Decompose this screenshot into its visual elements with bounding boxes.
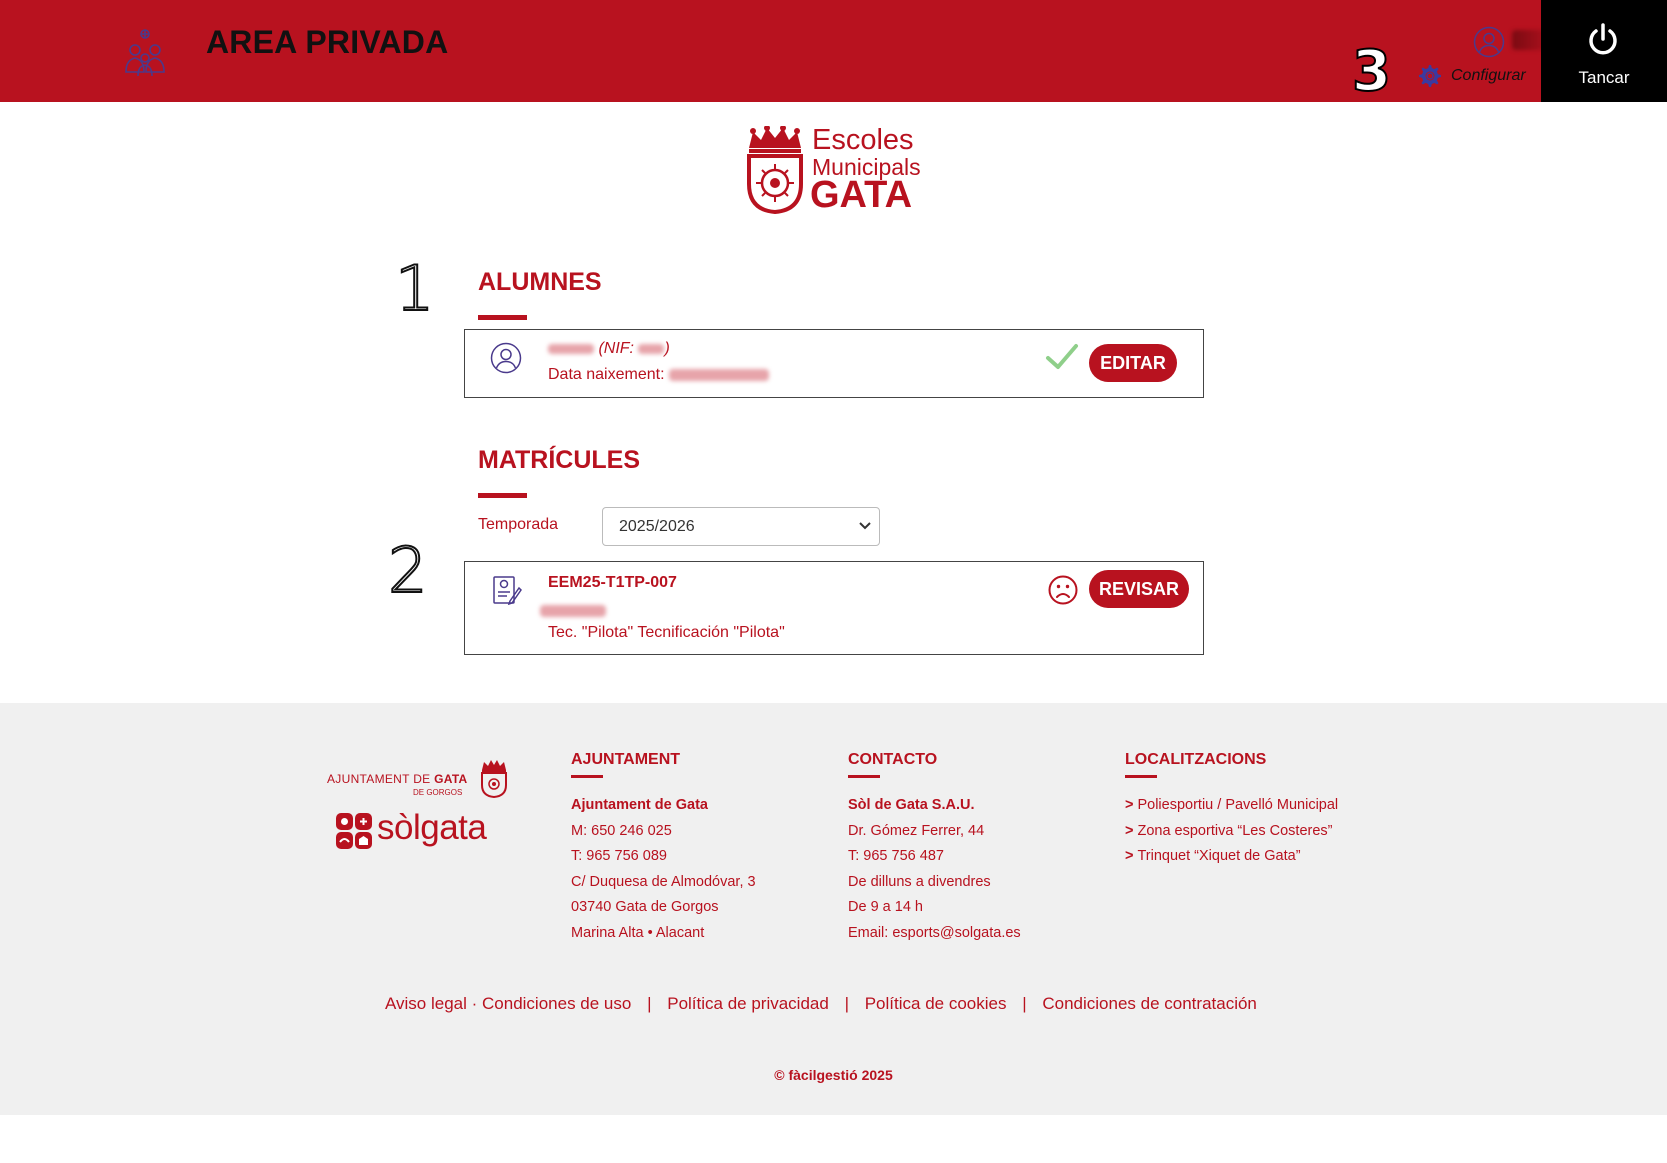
footer-ajuntament-line: M: 650 246 025	[571, 822, 672, 839]
student-name-redacted	[548, 344, 594, 354]
footer-ajuntament-line: 03740 Gata de Gorgos	[571, 899, 719, 915]
footer-heading-underline	[1125, 775, 1157, 778]
gata-crest-icon	[745, 126, 805, 214]
arrow-icon: >	[1125, 797, 1134, 813]
footer-contacto-line: De dilluns a divendres	[848, 873, 991, 890]
enrollments-section-title: MATRÍCULES	[478, 446, 641, 474]
legal-link-cookies[interactable]: Política de cookies	[864, 994, 1007, 1013]
footer-contacto-line: Sòl de Gata S.A.U.	[848, 797, 975, 813]
chevron-down-icon	[859, 521, 871, 531]
ajuntament-logo-text	[327, 772, 468, 786]
footer-location-link[interactable]	[1125, 793, 1338, 819]
footer-heading-underline	[571, 775, 603, 778]
copyright: © fàcilgestió 2025	[774, 1067, 893, 1083]
check-icon	[1045, 342, 1079, 372]
sad-face-icon	[1047, 574, 1079, 606]
footer-location-label: Poliesportiu / Pavelló Municipal	[1137, 797, 1339, 813]
student-nif-close: )	[664, 340, 670, 357]
footer-contacto-email[interactable]: Email: esports@solgata.es	[848, 924, 1021, 941]
birth-date-redacted	[669, 369, 769, 381]
footer-heading-contacto: CONTACTO	[848, 751, 938, 768]
student-birth-date	[548, 366, 769, 384]
ajuntament-gata-logo	[327, 758, 509, 798]
legal-link-contratacion[interactable]: Condiciones de contratación	[1042, 994, 1257, 1013]
footer-legal-links	[385, 994, 1257, 1014]
configure-button[interactable]	[1415, 62, 1526, 90]
escoles-municipals-logo	[745, 126, 925, 214]
ajuntament-logo-prefix: AJUNTAMENT DE	[327, 772, 435, 786]
footer-contacto-line: T: 965 756 487	[848, 848, 944, 864]
solgata-grid-icon	[335, 812, 373, 850]
legal-separator: |	[647, 994, 652, 1013]
edit-student-button[interactable]: EDITAR	[1089, 344, 1177, 382]
students-group-icon	[123, 28, 167, 78]
gear-icon	[1415, 62, 1443, 90]
legal-link-aviso[interactable]: Aviso legal · Condiciones de uso	[385, 994, 632, 1013]
footer-location-link[interactable]	[1125, 819, 1338, 845]
enrollment-redacted-text	[540, 605, 606, 617]
logout-button[interactable]	[1541, 0, 1667, 102]
student-avatar-icon	[490, 342, 522, 374]
logo-line-municipals: Municipals	[812, 154, 921, 180]
arrow-icon: >	[1125, 822, 1134, 839]
ajuntament-logo-subtext: DE GORGOS	[413, 788, 463, 797]
logout-label: Tancar	[1578, 68, 1630, 87]
arrow-icon: >	[1125, 848, 1134, 864]
enrollment-description: Tec. "Pilota" Tecnificación "Pilota"	[548, 624, 785, 641]
legal-separator: |	[1022, 994, 1027, 1013]
solgata-logo	[335, 810, 505, 852]
annotation-number-1: 1	[395, 252, 435, 325]
footer-ajuntament-line: Marina Alta • Alacant	[571, 924, 705, 941]
document-certificate-icon	[490, 574, 522, 606]
page-title: AREA PRIVADA	[206, 24, 449, 60]
footer-ajuntament-line: T: 965 756 089	[571, 848, 667, 864]
footer-column-localitzacions	[1125, 751, 1338, 870]
students-title-underline	[478, 315, 527, 320]
footer-location-link[interactable]	[1125, 844, 1338, 870]
student-nif-redacted	[638, 344, 664, 354]
top-header	[0, 0, 1667, 102]
review-enrollment-button[interactable]: REVISAR	[1089, 570, 1189, 608]
students-section-title: ALUMNES	[478, 268, 602, 296]
footer	[0, 703, 1667, 1115]
footer-contacto-line: De 9 a 14 h	[848, 899, 923, 915]
enrollments-title-underline	[478, 493, 527, 498]
student-nif-label: (NIF:	[598, 340, 634, 357]
season-selected-value: 2025/2026	[619, 518, 695, 535]
annotation-number-3: 3	[1352, 39, 1391, 104]
footer-ajuntament-line: Ajuntament de Gata	[571, 797, 708, 813]
footer-location-label: Zona esportiva “Les Costeres”	[1137, 822, 1333, 839]
enrollment-code: EEM25-T1TP-007	[548, 574, 677, 591]
footer-heading-underline	[848, 775, 880, 778]
footer-heading-localitzacions: LOCALITZACIONS	[1125, 751, 1267, 768]
legal-separator: |	[844, 994, 849, 1013]
footer-contacto-line: Dr. Gómez Ferrer, 44	[848, 822, 985, 839]
footer-column-ajuntament	[571, 751, 756, 946]
legal-link-privacidad[interactable]: Política de privacidad	[667, 994, 829, 1013]
power-icon	[1585, 22, 1621, 58]
footer-heading-ajuntament: AJUNTAMENT	[571, 751, 681, 768]
footer-column-contacto	[848, 751, 1021, 946]
footer-location-label: Trinquet “Xiquet de Gata”	[1137, 848, 1301, 864]
footer-ajuntament-line: C/ Duquesa de Almodóvar, 3	[571, 873, 756, 890]
birth-date-label: Data naixement:	[548, 366, 665, 383]
enrollment-subtitle-redacted	[540, 602, 606, 620]
ajuntament-crest-icon	[480, 760, 508, 798]
season-label: Temporada	[478, 516, 559, 533]
logo-line-gata: GATA	[810, 174, 913, 216]
user-avatar-icon[interactable]	[1473, 26, 1505, 58]
season-select[interactable]	[602, 507, 880, 546]
enrollment-card	[464, 561, 1204, 655]
configure-label: Configurar	[1451, 67, 1526, 84]
annotation-number-2: 2	[388, 534, 428, 607]
solgata-logo-text: sòlgata	[377, 808, 487, 847]
student-card	[464, 329, 1204, 398]
student-name	[548, 340, 670, 358]
ajuntament-logo-bold: GATA	[434, 772, 468, 786]
logo-line-escoles: Escoles	[812, 124, 914, 156]
